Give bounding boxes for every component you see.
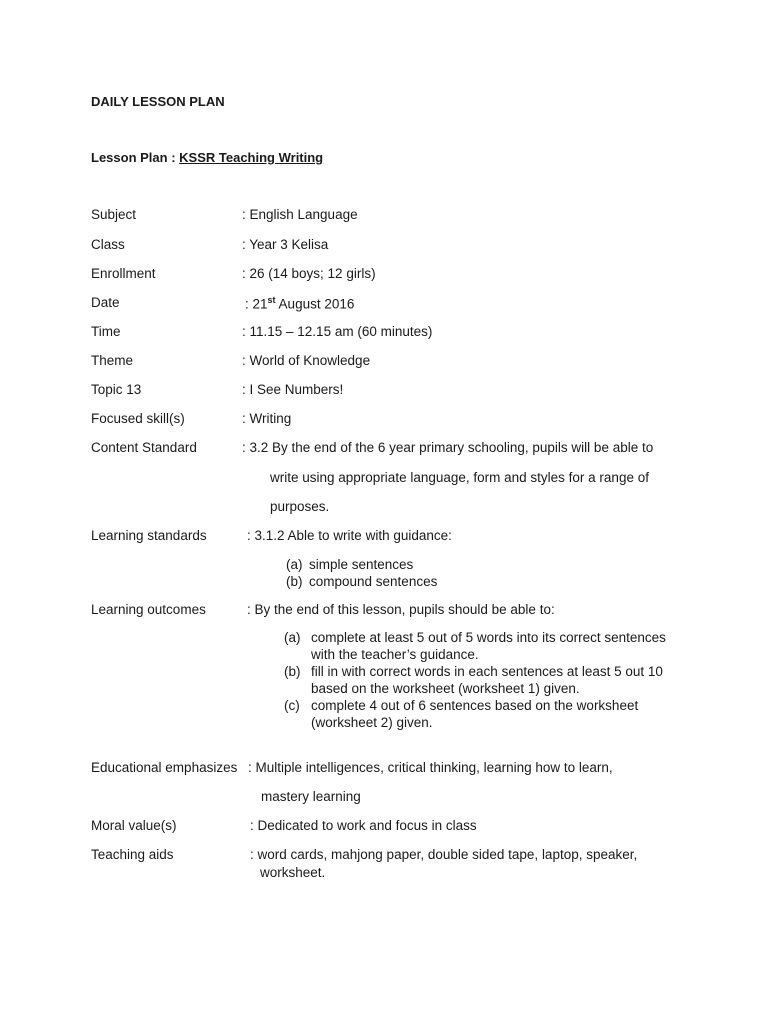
learning-standards-value: : 3.1.2 Able to write with guidance: — [247, 528, 452, 543]
content-standard-line-1: : 3.2 By the end of the 6 year primary schooling, pupils will be able to — [242, 440, 654, 455]
class-value: : Year 3 Kelisa — [242, 237, 329, 252]
learning-outcomes-value: : By the end of this lesson, pupils should be able to: — [247, 602, 555, 617]
focused-skill-label: Focused skill(s) — [91, 411, 185, 426]
learning-outcome-c-line-2: (worksheet 2) given. — [311, 715, 433, 730]
focused-skill-value: : Writing — [242, 411, 292, 426]
enrollment-label: Enrollment — [91, 266, 156, 281]
learning-standards-label: Learning standards — [91, 528, 207, 543]
date-label: Date — [91, 295, 120, 310]
learning-outcome-c-line-1: complete 4 out of 6 sentences based on the worksheet — [311, 698, 639, 713]
learning-outcome-c-mark: (c) — [284, 698, 300, 713]
subject-label: Subject — [91, 207, 137, 222]
learning-outcome-a-line-1: complete at least 5 out of 5 words into its correct sentences — [311, 630, 666, 645]
date-value — [245, 295, 354, 312]
content-standard-label: Content Standard — [91, 440, 197, 455]
moral-values-label: Moral value(s) — [91, 818, 177, 833]
learning-outcomes-label: Learning outcomes — [91, 602, 206, 617]
educational-emphasizes-label: Educational emphasizes — [91, 760, 238, 775]
topic-label: Topic 13 — [91, 382, 142, 397]
learning-outcome-b-mark: (b) — [284, 664, 301, 679]
teaching-aids-line-1: : word cards, mahjong paper, double sided tape, laptop, speaker, — [250, 847, 638, 862]
learning-outcome-a-line-2: with the teacher’s guidance. — [311, 647, 479, 662]
time-label: Time — [91, 324, 121, 339]
class-label: Class — [91, 237, 125, 252]
learning-standards-item-b: compound sentences — [309, 574, 438, 589]
content-standard-line-3: purposes. — [270, 499, 330, 514]
content-standard-line-2: write using appropriate language, form and styles for a range of — [270, 470, 649, 485]
theme-value: : World of Knowledge — [242, 353, 371, 368]
learning-outcome-a-mark: (a) — [284, 630, 301, 645]
educational-emphasizes-line-1: : Multiple intelligences, critical thinking, learning how to learn, — [248, 760, 613, 775]
learning-outcome-b-line-2: based on the worksheet (worksheet 1) given. — [311, 681, 580, 696]
lesson-plan-heading — [91, 150, 323, 165]
learning-standards-item-a-mark: (a) — [286, 557, 303, 572]
learning-outcome-b-line-1: fill in with correct words in each sentences at least 5 out 10 — [311, 664, 663, 679]
lesson-plan-label: Lesson Plan : — [91, 150, 176, 165]
time-value: : 11.15 – 12.15 am (60 minutes) — [242, 324, 433, 339]
learning-standards-item-a: simple sentences — [309, 557, 414, 572]
moral-values-value: : Dedicated to work and focus in class — [250, 818, 477, 833]
teaching-aids-line-2: worksheet. — [260, 865, 326, 880]
teaching-aids-label: Teaching aids — [91, 847, 174, 862]
date-suffix: August 2016 — [275, 296, 355, 312]
date-suffix-sup: st — [267, 295, 276, 305]
enrollment-value: : 26 (14 boys; 12 girls) — [242, 266, 376, 281]
learning-standards-item-b-mark: (b) — [286, 574, 303, 589]
date-prefix: : 21 — [245, 296, 268, 312]
page-title: DAILY LESSON PLAN — [91, 94, 225, 109]
topic-value: : I See Numbers! — [242, 382, 344, 397]
educational-emphasizes-line-2: mastery learning — [261, 789, 361, 804]
lesson-plan-value: KSSR Teaching Writing — [179, 150, 324, 165]
theme-label: Theme — [91, 353, 134, 368]
subject-value: : English Language — [242, 207, 358, 222]
